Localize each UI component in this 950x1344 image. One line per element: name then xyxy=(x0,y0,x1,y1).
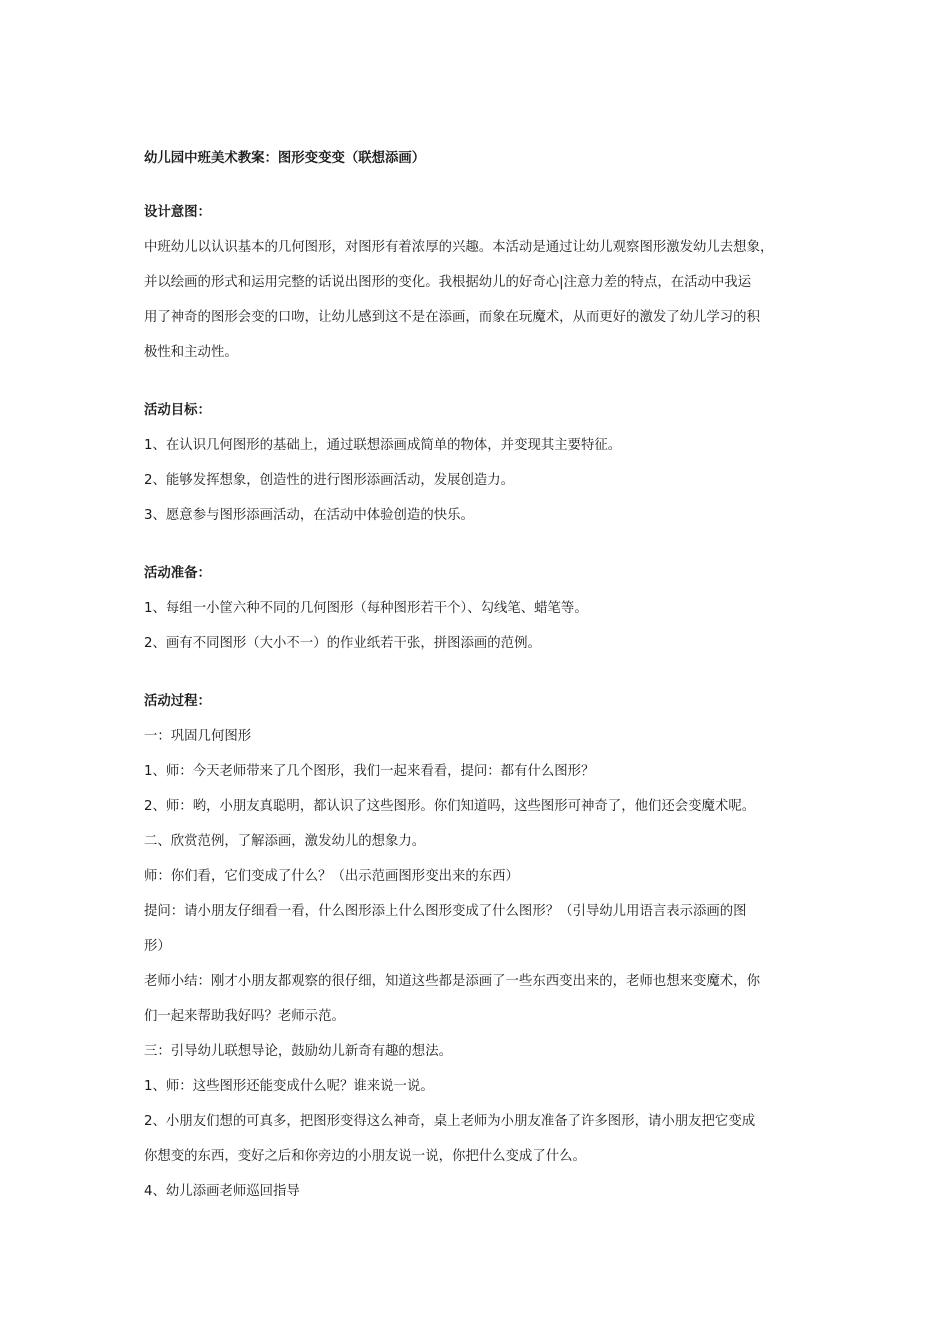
process-line: 1、师：这些图形还能变成什么呢？谁来说一说。 xyxy=(144,1079,434,1094)
process-line: 1、师：今天老师带来了几个图形，我们一起来看看，提问：都有什么图形？ xyxy=(144,764,595,779)
prep-item: 2、画有不同图形（大小不一）的作业纸若干张，拼图添画的范例。 xyxy=(144,636,541,651)
process-line: 师：你们看，它们变成了什么？（出示范画图形变出来的东西） xyxy=(144,869,519,884)
goal-item: 1、在认识几何图形的基础上，通过联想添画成简单的物体，并变现其主要特征。 xyxy=(144,438,622,453)
design-intent-line: 用了神奇的图形会变的口吻，让幼儿感到这不是在添画，而象在玩魔术，从而更好的激发了幼儿学习的积 xyxy=(144,310,760,325)
process-line: 三：引导幼儿联想导论，鼓励幼儿新奇有趣的想法。 xyxy=(144,1044,452,1059)
design-intent-line: 极性和主动性。 xyxy=(144,345,238,360)
process-line: 们一起来帮助我好吗？老师示范。 xyxy=(144,1009,345,1024)
design-intent-line: 中班幼儿以认识基本的几何图形，对图形有着浓厚的兴趣。本活动是通过让幼儿观察图形激发幼儿去想象， xyxy=(144,240,774,255)
goal-item: 2、能够发挥想象，创造性的进行图形添画活动，发展创造力。 xyxy=(144,473,515,488)
prep-heading: 活动准备： xyxy=(144,566,211,581)
design-intent-line: 并以绘画的形式和运用完整的话说出图形的变化。我根据幼儿的好奇心|注意力差的特点，在活动中我运 xyxy=(144,275,752,290)
process-line: 老师小结：刚才小朋友都观察的很仔细，知道这些都是添画了一些东西变出来的，老师也想来变魔术，你 xyxy=(144,974,760,989)
process-line: 形） xyxy=(144,939,171,954)
process-line: 提问：请小朋友仔细看一看，什么图形添上什么图形变成了什么图形？（引导幼儿用语言表示添画的图 xyxy=(144,904,747,919)
goals-heading: 活动目标： xyxy=(144,403,211,418)
process-line: 2、小朋友们想的可真多，把图形变得这么神奇，桌上老师为小朋友准备了许多图形，请小朋友把它变成 xyxy=(144,1114,756,1129)
process-line: 二、欣赏范例，了解添画，激发幼儿的想象力。 xyxy=(144,834,426,849)
goal-item: 3、愿意参与图形添画活动，在活动中体验创造的快乐。 xyxy=(144,508,474,523)
process-line: 一：巩固几何图形 xyxy=(144,729,252,744)
process-line: 4、幼儿添画老师巡回指导 xyxy=(144,1184,300,1199)
design-intent-heading: 设计意图： xyxy=(144,205,211,220)
process-heading: 活动过程： xyxy=(144,694,211,709)
document-title: 幼儿园中班美术教案：图形变变变（联想添画） xyxy=(144,151,426,166)
prep-item: 1、每组一小筐六种不同的几何图形（每种图形若干个）、勾线笔、蜡笔等。 xyxy=(144,601,588,616)
document-body xyxy=(144,148,816,1203)
process-line: 你想变的东西，变好之后和你旁边的小朋友说一说，你把什么变成了什么。 xyxy=(144,1149,586,1164)
process-line: 2、师：哟，小朋友真聪明，都认识了这些图形。你们知道吗，这些图形可神奇了，他们还会变魔术呢。 xyxy=(144,799,756,814)
